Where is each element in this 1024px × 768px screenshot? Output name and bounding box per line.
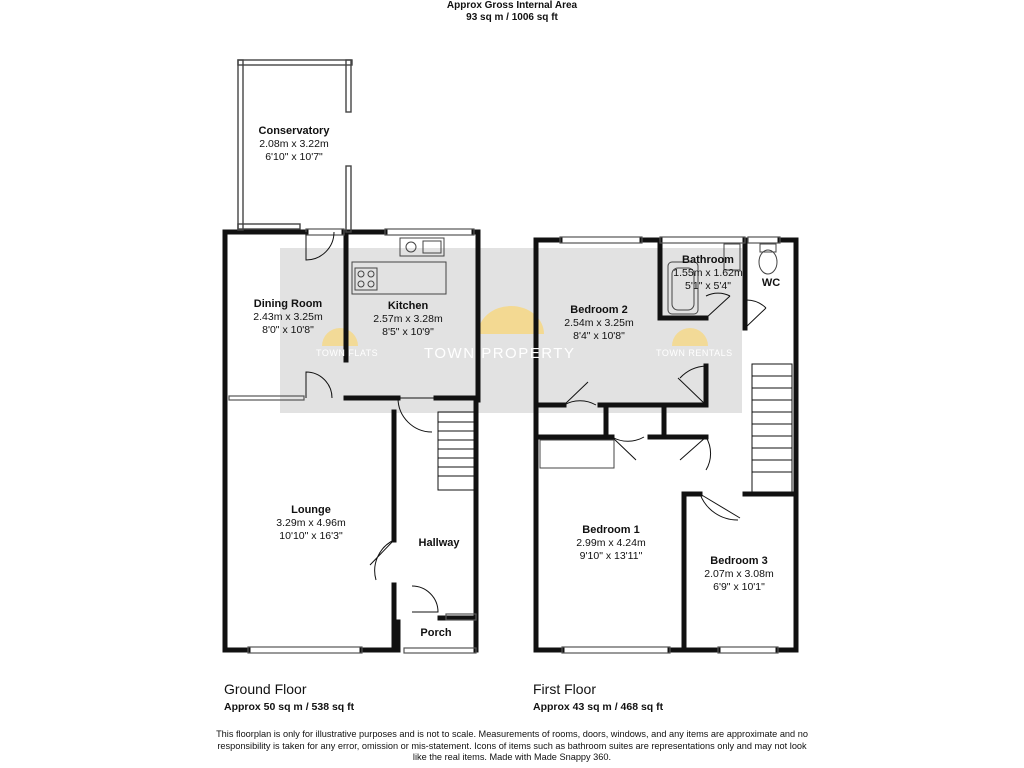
room-name: Bedroom 2 bbox=[570, 304, 628, 316]
room-metric: 2.57m x 3.28m bbox=[373, 313, 443, 325]
room-dining-room bbox=[253, 298, 322, 337]
room-hallway bbox=[419, 537, 460, 550]
first-floor-area: Approx 43 sq m / 468 sq ft bbox=[533, 701, 664, 713]
room-bathroom bbox=[673, 254, 742, 293]
room-imperial: 8'0" x 10'8" bbox=[262, 324, 314, 336]
room-kitchen bbox=[373, 300, 442, 339]
room-metric: 2.54m x 3.25m bbox=[564, 317, 634, 329]
ground-floor-area: Approx 50 sq m / 538 sq ft bbox=[224, 701, 355, 713]
disclaimer: This floorplan is only for illustrative purposes and is not to scale. Measurements of rooms, doors, windows, and any items are approximate and no responsibility is taken for any error, omission or mis-statement. Icons of items such as bathroom suites are representations only and may not look like the real items. Made with Made Snappy 360. bbox=[216, 729, 808, 762]
room-metric: 2.99m x 4.24m bbox=[576, 537, 646, 549]
area-title: Approx Gross Internal Area bbox=[446, 0, 578, 11]
room-metric: 2.43m x 3.25m bbox=[253, 311, 323, 323]
room-name: Lounge bbox=[291, 504, 331, 516]
room-metric: 2.08m x 3.22m bbox=[259, 138, 329, 150]
room-imperial: 9'10" x 13'11" bbox=[579, 550, 643, 562]
room-name: Kitchen bbox=[387, 300, 429, 312]
room-imperial: 6'10" x 10'7" bbox=[265, 151, 323, 163]
room-wc bbox=[762, 277, 780, 290]
first-stairs bbox=[752, 364, 792, 494]
room-conservatory bbox=[259, 125, 330, 164]
room-imperial: 8'4" x 10'8" bbox=[573, 330, 625, 342]
room-name: WC bbox=[761, 277, 781, 289]
room-name: Conservatory bbox=[258, 125, 330, 137]
room-metric: 1.55m x 1.62m bbox=[673, 267, 743, 279]
room-name: Hallway bbox=[418, 537, 460, 549]
watermark-text-right: TOWN RENTALS bbox=[656, 348, 733, 358]
ground-floor-title: Ground Floor bbox=[224, 681, 307, 697]
room-name: Porch bbox=[420, 627, 452, 639]
watermark-text-left: TOWN FLATS bbox=[316, 348, 379, 358]
room-bedroom-2 bbox=[564, 304, 633, 343]
room-name: Bathroom bbox=[682, 254, 734, 266]
room-lounge bbox=[276, 504, 345, 543]
watermark-text-center: TOWN PROPERTY bbox=[424, 345, 576, 362]
room-imperial: 10'10" x 16'3" bbox=[279, 530, 343, 542]
first-floor-title: First Floor bbox=[533, 681, 596, 697]
area-total: 93 sq m / 1006 sq ft bbox=[466, 12, 558, 23]
room-imperial: 8'5" x 10'9" bbox=[382, 326, 434, 338]
room-imperial: 5'1" x 5'4" bbox=[685, 280, 731, 292]
room-name: Bedroom 3 bbox=[710, 555, 768, 567]
room-imperial: 6'9" x 10'1" bbox=[713, 581, 765, 593]
room-bedroom-1 bbox=[576, 524, 645, 563]
room-metric: 2.07m x 3.08m bbox=[704, 568, 774, 580]
ground-stairs bbox=[438, 412, 474, 490]
room-name: Bedroom 1 bbox=[582, 524, 640, 536]
room-name: Dining Room bbox=[253, 298, 323, 310]
room-porch bbox=[420, 627, 451, 640]
room-metric: 3.29m x 4.96m bbox=[276, 517, 346, 529]
room-bedroom-3 bbox=[704, 555, 773, 594]
